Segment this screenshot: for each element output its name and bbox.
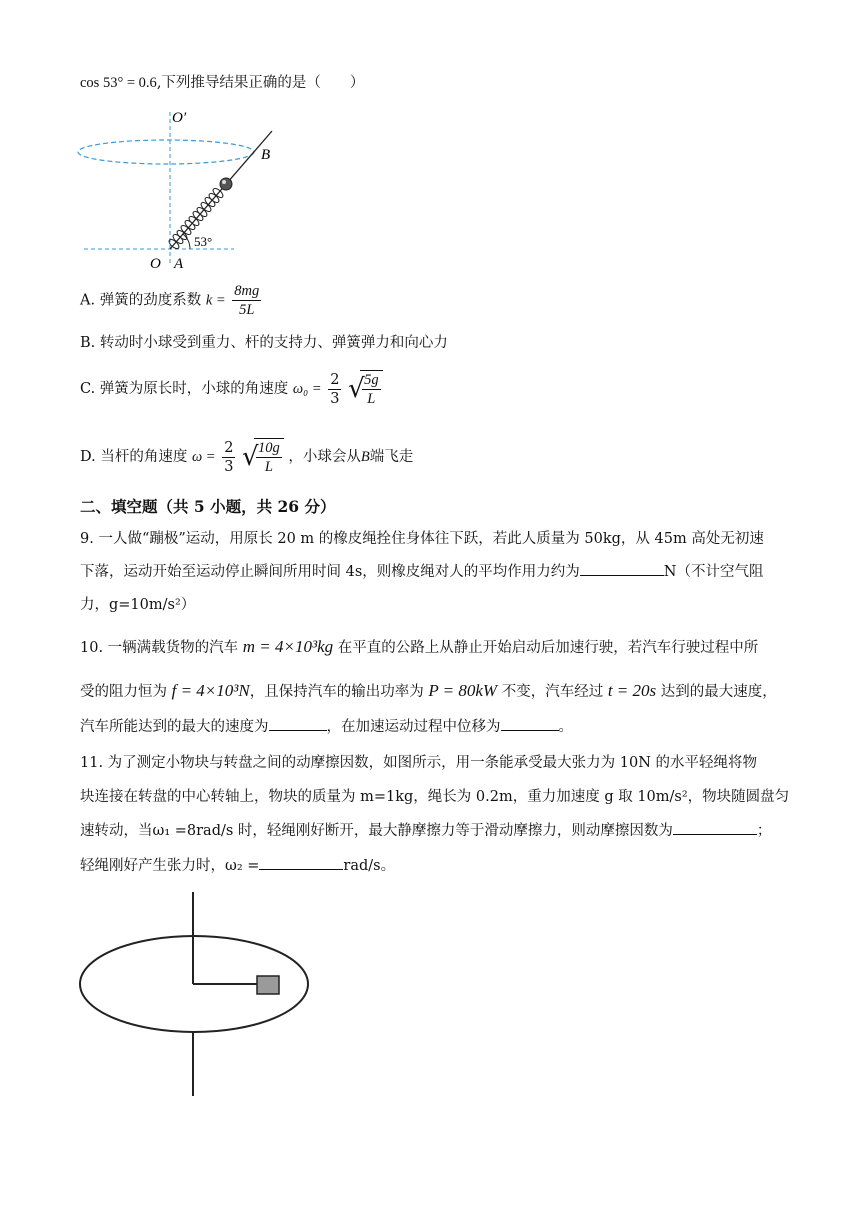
q10-speed-blank[interactable] [269, 718, 327, 731]
q10-line2: 受的阻力恒为 f = 4×10³N，且保持汽车的输出功率为 P = 80kW 不变，汽车经过 t = 20s 达到的最大速度， [80, 681, 777, 700]
q10-line1: 10. 一辆满载货物的汽车 m = 4×10³kg 在平直的公路上从静止开始启动后加速行驶，若汽车行驶过程中所 [80, 637, 759, 656]
section-2-title: 二、填空题（共 5 小题，共 26 分） [80, 497, 336, 516]
q9-line2: 下落，运动开始至运动停止瞬间所用时间 4s，则橡皮绳对人的平均作用力约为 N（不计空气阻 [80, 564, 764, 580]
rotation-path-ellipse [78, 140, 254, 164]
option-c: C. 弹簧为原长时，小球的角速度 ω₀ = $\frac{2}{3}$ √ $\frac{5g}{L}$ [80, 370, 383, 408]
intro-line [80, 72, 364, 94]
q11-line1: 11. 为了测定小物块与转盘之间的动摩擦因数，如图所示，用一条能承受最大张力为 10N 的水平轻绳将物 [80, 755, 758, 771]
label-a: A [174, 256, 184, 272]
rod [170, 131, 272, 249]
ball [220, 178, 232, 190]
q11-line4: 轻绳刚好产生张力时，ω₂ = rad/s。 [80, 858, 396, 874]
turntable-figure [76, 888, 316, 1100]
label-o: O [150, 256, 161, 272]
rod-spring-figure [74, 104, 284, 274]
q11-omega-blank[interactable] [259, 857, 343, 870]
intro-expr: cos 53° = 0.6 [80, 75, 157, 91]
q9-line3: 力，g=10m/s²） [80, 597, 196, 613]
label-o-prime: O′ [172, 110, 187, 126]
q11-line3: 速转动，当ω₁ =8rad/s 时，轻绳刚好断开，最大静摩擦力等于滑动摩擦力，则动摩擦因数为 ； [80, 823, 772, 839]
option-b: B. 转动时小球受到重力、杆的支持力、弹簧弹力和向心力 [80, 335, 448, 351]
q10-displacement-blank[interactable] [501, 718, 559, 731]
q11-line2: 块连接在转盘的中心转轴上，物块的质量为 m=1kg，绳长为 0.2m，重力加速度 g 取 10m/s²，物块随圆盘匀 [80, 789, 790, 805]
option-a: A. 弹簧的劲度系数 k = $\frac{8mg}{5L}$ [80, 283, 260, 318]
option-d: D. 当杆的角速度 ω = $\frac{2}{3}$ √ $\frac{10g}{L}$ ，小球会从B端飞走 [80, 439, 414, 475]
q9-line1: 9. 一人做“蹦极”运动，用原长 20 m 的橡皮绳拴住身体往下跃，若此人质量为 50kg，从 45m 高处无初速 [80, 531, 764, 547]
q9-answer-blank[interactable] [580, 563, 664, 576]
block [257, 976, 279, 994]
label-angle: 53° [194, 234, 213, 249]
q10-line3: 汽车所能达到的最大的速度为 ，在加速运动过程中位移为 。 [80, 719, 573, 735]
label-b: B [261, 147, 271, 163]
q11-friction-blank[interactable] [673, 822, 757, 835]
intro-text: ,下列推导结果正确的是（ ） [156, 75, 365, 91]
